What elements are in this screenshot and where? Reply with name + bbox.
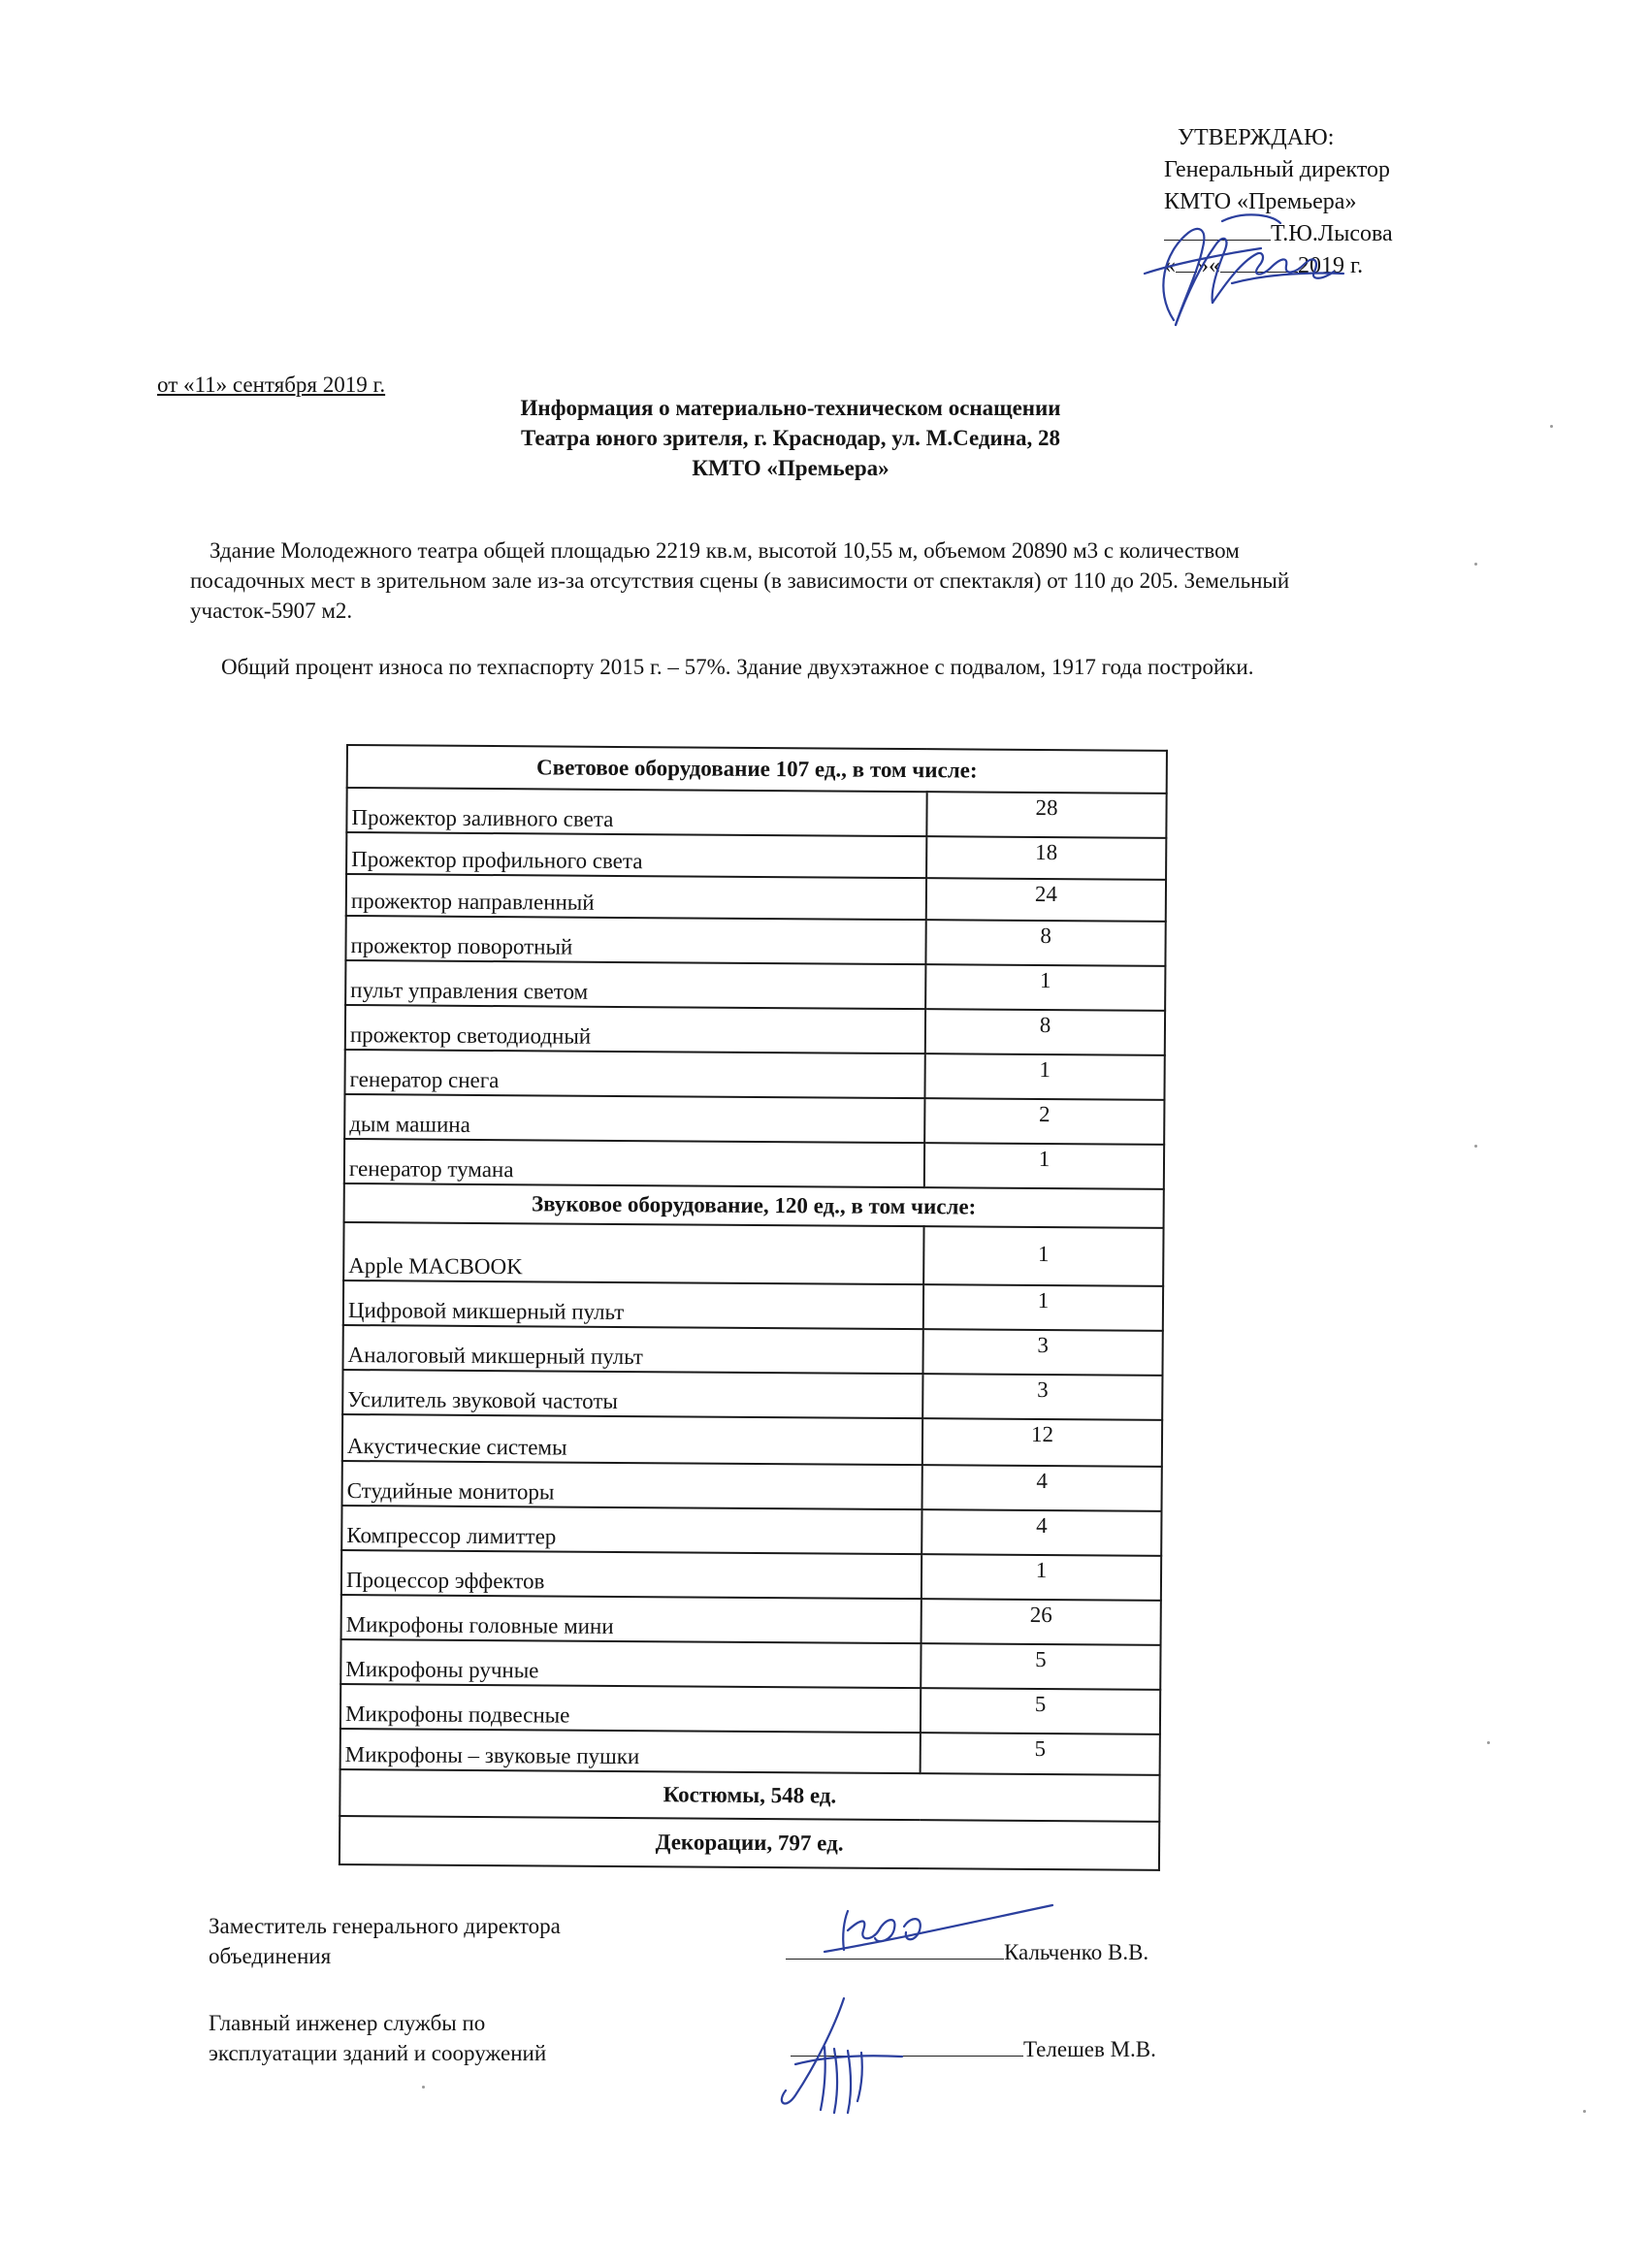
sound-header-row: [344, 1183, 1164, 1228]
lighting-header: Световое оборудование 107 ед., в том числе:: [347, 745, 1167, 794]
item-qty: 8: [925, 1009, 1165, 1055]
approval-date-mid: »«: [1197, 253, 1220, 278]
table-row: [340, 1639, 1160, 1690]
item-qty: 3: [922, 1329, 1162, 1376]
table-row: [342, 1370, 1162, 1420]
table-row: [341, 1595, 1161, 1645]
approval-organization: КМТО «Премьера»: [1164, 189, 1357, 214]
item-name: Прожектор заливного света: [346, 788, 926, 836]
table-row: [345, 916, 1165, 966]
item-qty: 5: [921, 1643, 1160, 1690]
scan-speck: [1474, 563, 1477, 566]
table-row: [340, 1729, 1160, 1775]
item-name: Микрофоны – звуковые пушки: [340, 1729, 921, 1773]
scan-speck: [1550, 425, 1553, 428]
scan-speck: [1583, 2110, 1586, 2113]
item-name: генератор тумана: [344, 1139, 924, 1187]
approval-name: Т.Ю.Лысова: [1271, 221, 1393, 246]
item-name: Прожектор профильного света: [346, 832, 926, 878]
document-title: [0, 393, 1649, 483]
engineer-signature: [757, 1979, 931, 2124]
item-qty: 18: [926, 836, 1166, 880]
approval-date-open: «: [1164, 253, 1176, 278]
table-row: [344, 1050, 1164, 1100]
item-name: Микрофоны головные мини: [341, 1595, 922, 1643]
item-name: пульт управления светом: [345, 960, 925, 1009]
item-name: Студийные мониторы: [342, 1461, 922, 1509]
engineer-name: Телешев М.В.: [1023, 2037, 1156, 2061]
approval-position: Генеральный директор: [1164, 157, 1391, 182]
engineer-title: [209, 2008, 546, 2068]
item-qty: 5: [921, 1733, 1160, 1775]
wear-description: Общий процент износа по техпаспорту 2015 г. – 57%. Здание двухэтажное с подвалом, 1917 года постройки.: [221, 655, 1254, 679]
table-row: [342, 1414, 1162, 1467]
title-line-2: Театра юного зрителя, г. Краснодар, ул. М.Седина, 28: [520, 426, 1061, 450]
item-qty: 4: [922, 1509, 1161, 1556]
scan-speck: [1487, 1741, 1490, 1744]
table-row: [341, 1550, 1161, 1601]
engineer-title-line-2: эксплуатации зданий и сооружений: [209, 2041, 547, 2065]
building-description: [190, 535, 1480, 626]
item-qty: 1: [925, 964, 1165, 1011]
table-row: [346, 832, 1166, 880]
item-qty: 1: [924, 1053, 1164, 1100]
item-name: Усилитель звуковой частоты: [342, 1370, 922, 1418]
item-name: генератор снега: [344, 1050, 924, 1098]
deputy-title-line-1: Заместитель генерального директора: [209, 1914, 561, 1938]
approval-heading: УТВЕРЖДАЮ:: [1178, 125, 1335, 150]
item-name: прожектор поворотный: [345, 916, 925, 964]
sound-header: Звуковое оборудование, 120 ед., в том числе:: [344, 1183, 1164, 1228]
item-name: Микрофоны подвесные: [340, 1684, 921, 1733]
engineer-title-line-1: Главный инженер службы по: [209, 2011, 486, 2035]
item-qty: 2: [924, 1098, 1164, 1145]
item-name: Аналоговый микшерный пульт: [342, 1325, 922, 1374]
table-row: [342, 1325, 1162, 1376]
item-name: Цифровой микшерный пульт: [343, 1280, 923, 1329]
scan-speck: [422, 2086, 425, 2089]
decorations-total: Декорации, 797 ед.: [340, 1816, 1159, 1870]
decorations-row: [340, 1816, 1159, 1870]
item-name: Apple MACBOOK: [343, 1222, 923, 1284]
paragraph1-line-1: Здание Молодежного театра общей площадью 2219 кв.м, высотой 10,55 м, объемом 20890 м3 с количеством: [210, 538, 1240, 563]
table-row: [345, 1005, 1165, 1055]
table-row: [346, 788, 1166, 838]
table-row: [340, 1684, 1160, 1734]
deputy-signature: [815, 1892, 1067, 1969]
table-row: [341, 1506, 1161, 1556]
item-name: Процессор эффектов: [341, 1550, 922, 1599]
table-row: [346, 874, 1166, 922]
item-name: Акустические системы: [342, 1414, 922, 1465]
table-row: [344, 1094, 1164, 1145]
item-name: Компрессор лимиттер: [341, 1506, 922, 1554]
item-qty: 28: [926, 792, 1166, 838]
item-qty: 26: [922, 1599, 1161, 1645]
deputy-name: Кальченко В.В.: [1004, 1940, 1149, 1964]
scan-speck: [1474, 1145, 1477, 1148]
paragraph1-line-3: участок-5907 м2.: [190, 599, 353, 623]
item-name: прожектор светодиодный: [345, 1005, 925, 1053]
item-qty: 3: [922, 1374, 1162, 1420]
costumes-row: [340, 1769, 1159, 1822]
item-qty: 8: [925, 920, 1165, 966]
director-signature: [1116, 194, 1358, 340]
costumes-total: Костюмы, 548 ед.: [340, 1769, 1159, 1822]
item-qty: 24: [926, 878, 1166, 922]
table-row: [343, 1222, 1163, 1286]
title-line-1: Информация о материально-техническом оснащении: [520, 396, 1061, 420]
title-line-3: КМТО «Премьера»: [692, 456, 889, 480]
document-date: от «11» сентября 2019 г.: [157, 373, 386, 397]
table-row: [343, 1280, 1163, 1331]
equipment-table: [339, 744, 1168, 1871]
item-name: дым машина: [344, 1094, 924, 1143]
table-row: [342, 1461, 1162, 1511]
approval-year: 2019 г.: [1298, 253, 1364, 278]
item-qty: 4: [922, 1465, 1162, 1511]
paragraph1-line-2: посадочных мест в зрительном зале из-за отсутствия сцены (в зависимости от спектакля) от 110 до 205. Земельный: [190, 568, 1290, 593]
table-row: [345, 960, 1165, 1011]
deputy-title: [209, 1911, 561, 1971]
deputy-title-line-2: объединения: [209, 1944, 332, 1968]
item-name: Микрофоны ручные: [340, 1639, 921, 1688]
item-qty: 12: [922, 1418, 1162, 1467]
item-qty: 1: [922, 1554, 1161, 1601]
item-qty: 1: [923, 1284, 1163, 1331]
lighting-header-row: [347, 745, 1167, 794]
item-qty: 5: [921, 1688, 1160, 1734]
item-name: прожектор направленный: [346, 874, 926, 920]
item-qty: 1: [923, 1226, 1163, 1286]
item-qty: 1: [924, 1143, 1164, 1189]
table-row: [344, 1139, 1164, 1189]
